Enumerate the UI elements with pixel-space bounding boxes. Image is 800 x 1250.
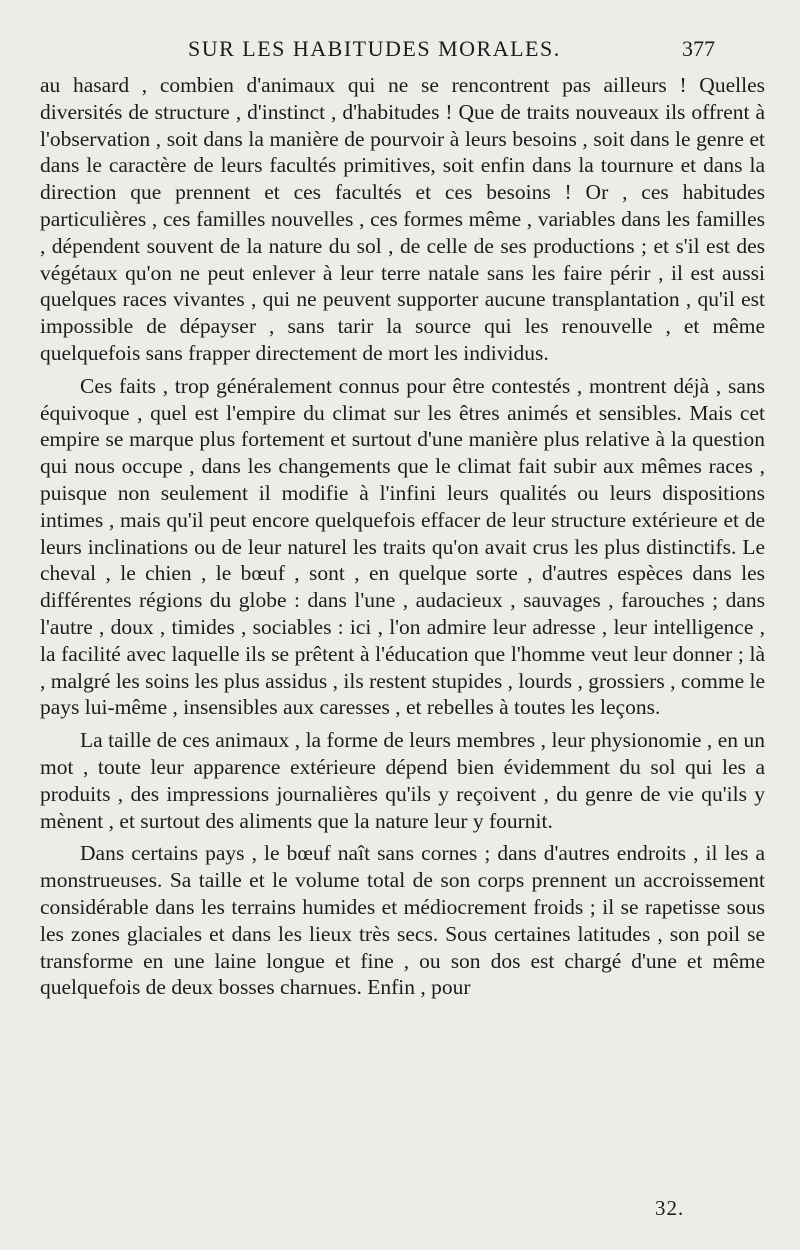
running-title: SUR LES HABITUDES MORALES. <box>188 36 561 61</box>
paragraph: Ces faits , trop généralement connus pour être contestés , montrent déjà , sans équivoque , quel est l'empire du climat sur les êtres animés et sensibles. Mais cet empire se marque plus fortement et surtout d'une manière plus relative à la question qui nous occupe , dans les changements que le climat fait subir aux mêmes races , puisque non seulement il modifie à l'infini leurs qualités ou leurs dispositions intimes , mais qu'il peut encore quelquefois effacer de leur structure extérieure et de leurs inclinations ou de leur naturel les traits qu'on avait crus les plus distinctifs. Le cheval , le chien , le bœuf , sont , en quelque sorte , d'autres espèces dans les différentes régions du globe : dans l'une , audacieux , sauvages , farouches ; dans l'autre , doux , timides , sociables : ici , l'on admire leur adresse , leur intelligence , la facilité avec laquelle ils se prêtent à l'éducation que l'homme veut leur donner ; là , malgré les soins les plus assidus , ils restent stupides , lourds , grossiers , comme le pays lui-même , insensibles aux caresses , et rebelles à toutes les leçons. <box>40 373 765 720</box>
paragraph: La taille de ces animaux , la forme de leurs membres , leur physionomie , en un mot , toute leur apparence extérieure dépend bien évidemment du sol qui les a produits , des impressions journalières qu'ils y reçoivent , du genre de vie qu'ils y mènent , et surtout des aliments que la nature leur y fournit. <box>40 728 765 833</box>
page-header <box>0 30 800 70</box>
paragraph: Dans certains pays , le bœuf naît sans cornes ; dans d'autres endroits , il les a monstrueuses. Sa taille et le volume total de son corps prennent un accroissement considérable dans les terrains humides et médiocrement froids ; il se rapetisse sous les zones glaciales et dans les lieux très secs. Sous certaines latitudes , son poil se transforme en une laine longue et fine , ou son dos est chargé d'une et même quelquefois de deux bosses charnues. Enfin , pour <box>40 841 765 1000</box>
page-number: 377 <box>682 36 715 61</box>
paragraph: au hasard , combien d'animaux qui ne se rencontrent pas ailleurs ! Quelles diversités de structure , d'instinct , d'habitudes ! Que de traits nouveaux ils offrent à l'observation , soit dans la manière de pourvoir à leurs besoins , soit dans le genre et dans le caractère de leurs facultés primitives, soit enfin dans la tournure et dans la direction que prennent et ces facultés et ces besoins ! Or , ces habitudes particulières , ces familles nouvelles , ces formes même , variables dans les familles , dépendent souvent de la nature du sol , de celle de ses productions ; et s'il est des végétaux qu'on ne peut enlever à leur terre natale sans les faire périr , il est aussi quelques races vivantes , qui ne peuvent supporter aucune transplantation , qu'il est impossible de dépayser , sans tarir la source qui les renouvelle , et même quelquefois sans frapper directement de mort les individus. <box>40 73 765 365</box>
body-text <box>40 72 765 1007</box>
signature-mark: 32. <box>655 1196 685 1220</box>
